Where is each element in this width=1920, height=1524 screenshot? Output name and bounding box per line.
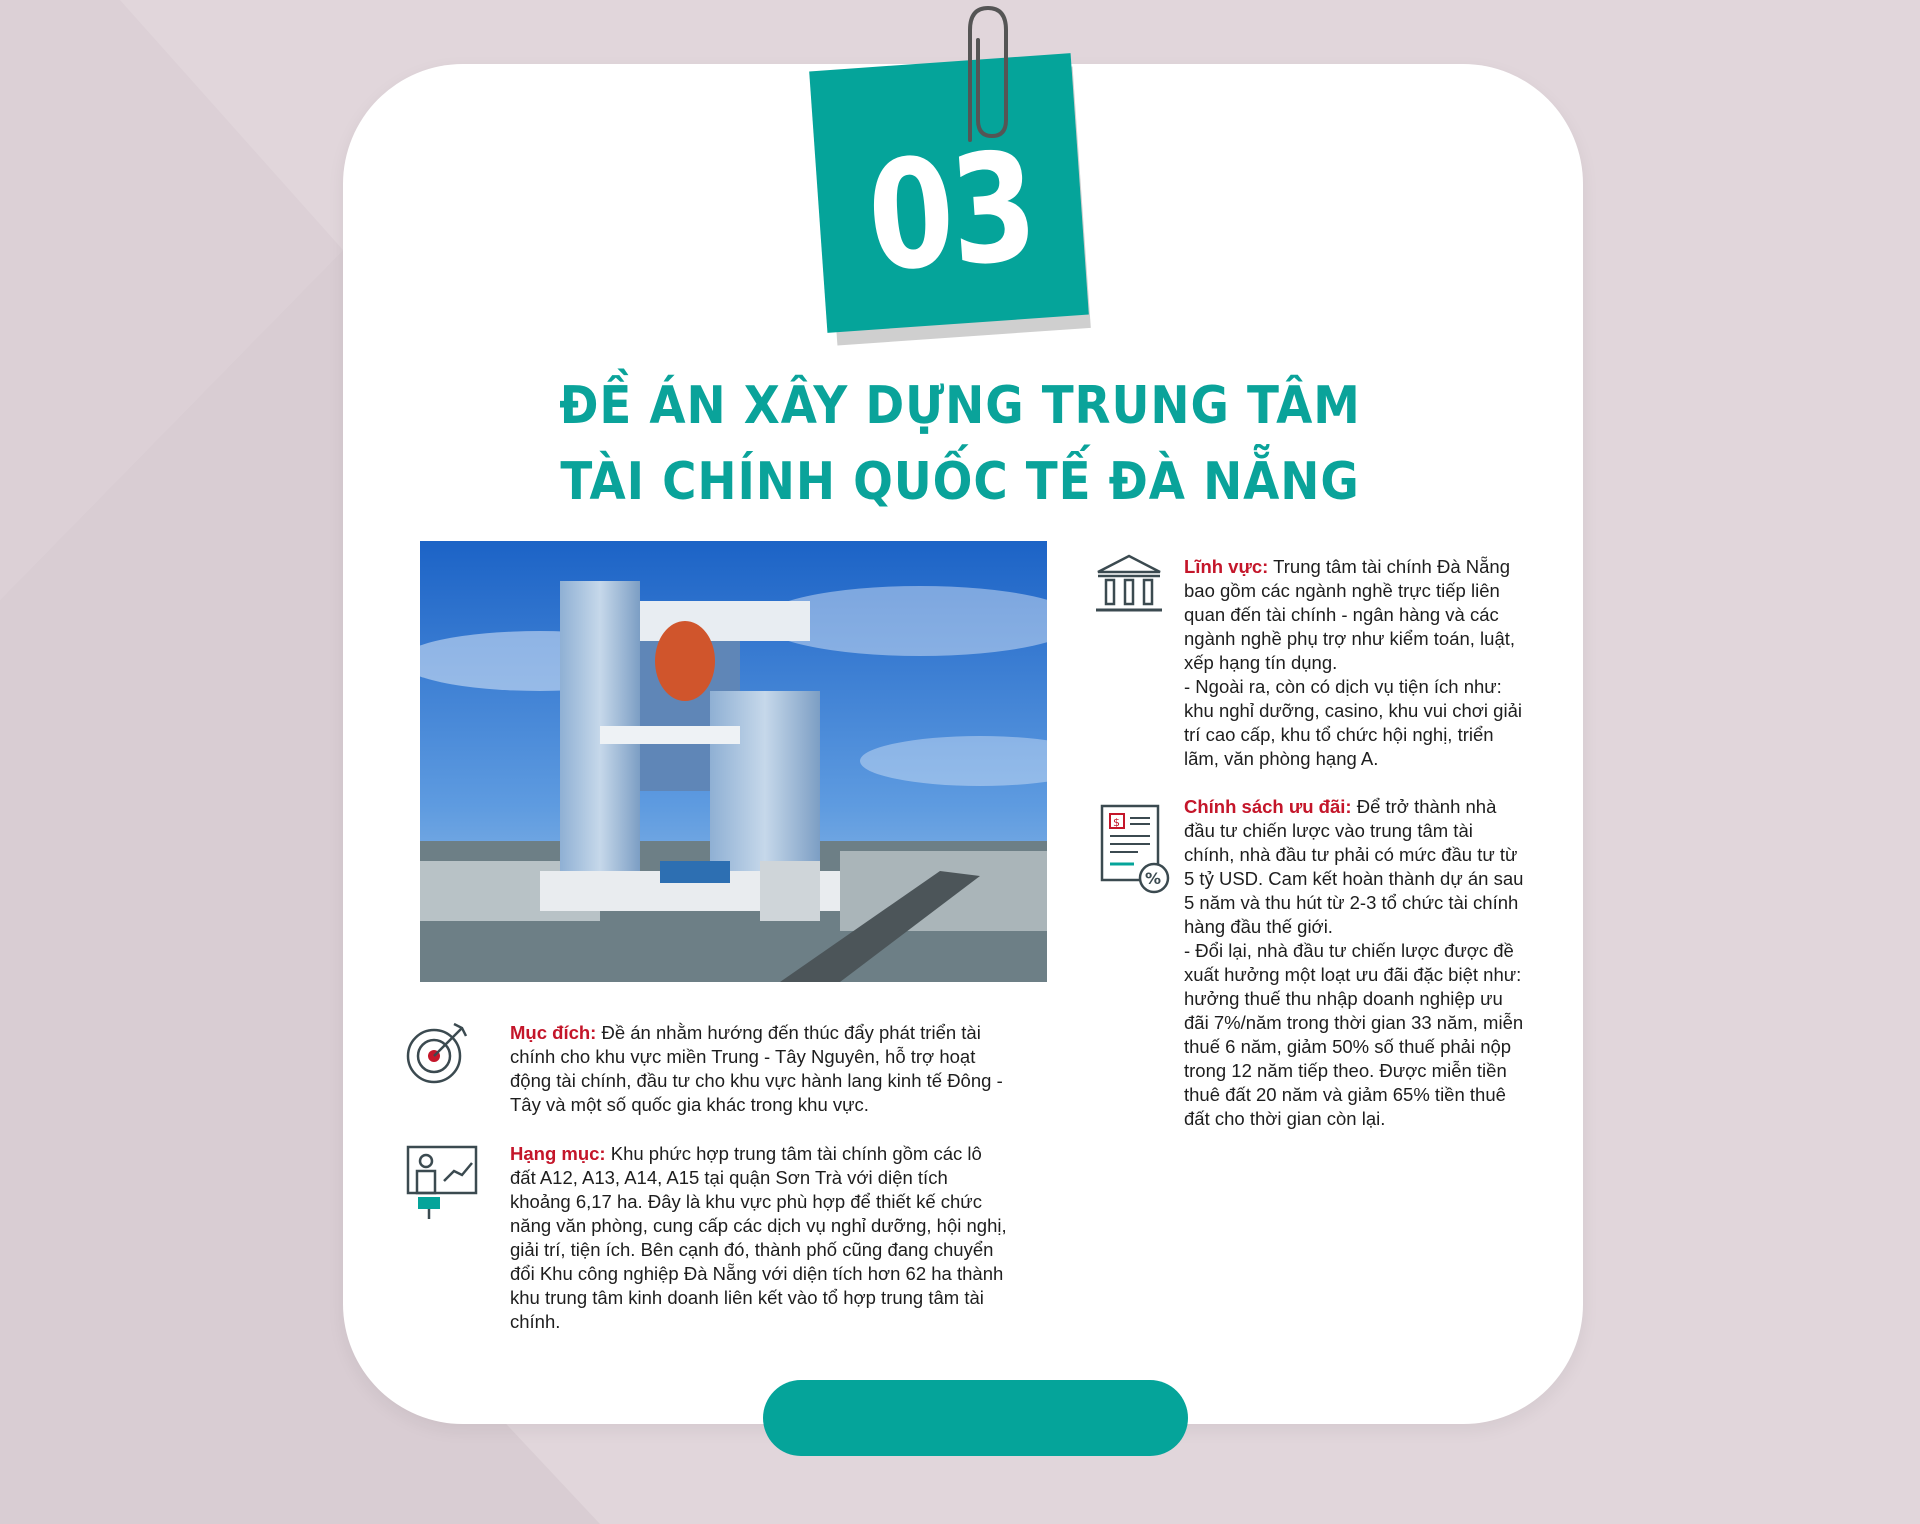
linh-vuc-text: Trung tâm tài chính Đà Nẵng bao gồm các ngành nghề trực tiếp liên quan đến tài chính - ngân hàng và các ngành nghề phụ trợ như kiểm toán, luật, xếp hạng tín dụng. [1184, 556, 1516, 673]
chinh-sach-label: Chính sách ưu đãi: [1184, 796, 1352, 817]
section-linh-vuc [1184, 555, 1524, 771]
bottom-decoration-bar [763, 1380, 1188, 1456]
page-title [400, 368, 1520, 520]
linh-vuc-label: Lĩnh vực: [1184, 556, 1269, 577]
bank-icon [1094, 552, 1164, 616]
tax-document-icon [1098, 802, 1172, 896]
section-hang-muc [510, 1142, 1010, 1334]
muc-dich-text: Đề án nhằm hướng đến thúc đẩy phát triển tài chính cho khu vực miền Trung - Tây Nguyên, hỗ trợ hoạt động tài chính, đầu tư cho khu vực hành lang kinh tế Đông - Tây và một số quốc gia khác trong khu vực. [510, 1022, 1003, 1115]
target-icon [404, 1018, 474, 1088]
muc-dich-label: Mục đích: [510, 1022, 597, 1043]
section-muc-dich [510, 1021, 1010, 1117]
hang-muc-text: Khu phức hợp trung tâm tài chính gồm các lô đất A12, A13, A14, A15 tại quận Sơn Trà với diện tích khoảng 6,17 ha. Đây là khu vực phù hợp để thiết kế chức năng văn phòng, cung cấp các dịch vụ nghỉ dưỡng, hội nghị, giải trí, tiện ích. Bên cạnh đó, thành phố cũng đang chuyển đổi Khu công nghiệp Đà Nẵng với diện tích hơn 62 ha thành khu trung tâm kinh doanh liên kết vào tổ hợp trung tâm tài chính. [510, 1143, 1007, 1332]
title-line-1: ĐỀ ÁN XÂY DỰNG TRUNG TÂM [559, 376, 1361, 436]
title-line-2: TÀI CHÍNH QUỐC TẾ ĐÀ NẴNG [560, 452, 1360, 512]
presentation-icon [404, 1143, 480, 1221]
svg-text:%: % [1145, 869, 1162, 888]
section-chinh-sach [1184, 795, 1524, 1131]
hang-muc-label: Hạng mục: [510, 1143, 606, 1164]
building-rendering-image [420, 541, 1047, 982]
badge-number: 03 [862, 120, 1039, 306]
paperclip-icon [940, 0, 1020, 150]
linh-vuc-text-2: - Ngoài ra, còn có dịch vụ tiện ích như: khu nghỉ dưỡng, casino, khu vui chơi giải trí cao cấp, khu tổ chức hội nghị, triển lãm, văn phòng hạng A. [1184, 676, 1522, 769]
chinh-sach-text: Để trở thành nhà đầu tư chiến lược vào trung tâm tài chính, nhà đầu tư phải có mức đầu tư từ 5 tỷ USD. Cam kết hoàn thành dự án sau 5 năm và thu hút từ 2-3 tổ chức tài chính hàng đầu thế giới. [1184, 796, 1524, 937]
svg-text:$: $ [1113, 816, 1120, 829]
chinh-sach-text-2: - Đổi lại, nhà đầu tư chiến lược được đề xuất hưởng một loạt ưu đãi đặc biệt như: hưởng thuế thu nhập doanh nghiệp ưu đãi 7%/năm trong thời gian 33 năm, miễn thuế 6 năm, giảm 50% số thuế phải nộp trong 12 năm tiếp theo. Được miễn tiền thuê đất 20 năm và giảm 65% tiền thuê đất cho thời gian còn lại. [1184, 940, 1524, 1129]
